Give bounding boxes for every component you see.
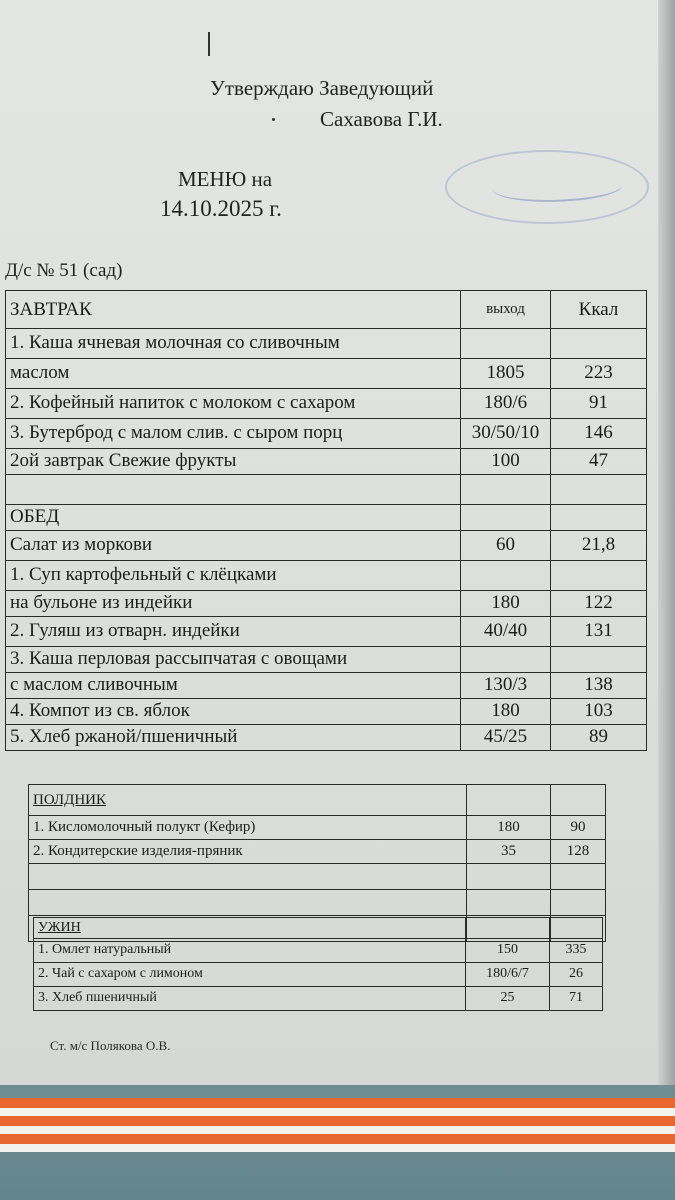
kcal-cell [551, 504, 646, 530]
output-cell [461, 672, 551, 698]
dish-cell [6, 504, 461, 530]
kcal-column-header: Ккал [578, 298, 619, 320]
output-cell [461, 418, 551, 448]
kcal-cell [551, 474, 646, 504]
nurse-signature: Ст. м/с Полякова О.В. [50, 1038, 171, 1053]
output-cell [466, 918, 550, 938]
kindergarten-label: Д/с № 51 (сад) [5, 260, 123, 281]
menu-item-row [6, 560, 646, 591]
output-cell [461, 590, 551, 616]
dish-cell [6, 328, 461, 358]
kcal-value: 89 [589, 726, 608, 747]
menu-item-row [6, 418, 646, 449]
dish-name: с маслом сливочным [10, 674, 178, 695]
sheet-edge [658, 0, 675, 1085]
dish-name: 3. Хлеб пшеничный [38, 990, 157, 1005]
output-value: 1805 [486, 362, 525, 383]
output-cell [461, 698, 551, 724]
dish-name: 2. Чай с сахаром с лимоном [38, 966, 203, 981]
output-value: 45/25 [483, 726, 528, 747]
section-header-row [29, 785, 605, 816]
menu-item-row [6, 358, 646, 389]
kcal-cell [551, 815, 605, 839]
menu-item-row [29, 839, 605, 864]
menu-item-row [6, 724, 646, 750]
menu-table-2 [33, 917, 603, 1011]
output-value: 180 [491, 592, 520, 613]
kcal-cell [551, 291, 646, 328]
output-value: 180 [497, 818, 520, 835]
output-cell [461, 291, 551, 328]
approval-line: Утверждаю Заведующий [210, 76, 434, 100]
dish-name: 2ой завтрак Свежие фрукты [10, 450, 237, 471]
orange-stripe [0, 1134, 675, 1144]
output-value: 40/40 [483, 620, 528, 641]
dish-name: 1. Суп картофельный с клёцками [10, 564, 277, 585]
dish-cell [6, 291, 461, 328]
output-cell [461, 448, 551, 474]
menu-item-row [34, 938, 602, 963]
output-value: 35 [501, 842, 516, 859]
output-cell [467, 839, 551, 863]
dish-name: маслом [10, 362, 70, 383]
output-cell [461, 474, 551, 504]
section-title: УЖИН [38, 920, 81, 935]
dish-cell [6, 388, 461, 418]
dish-cell [29, 815, 467, 839]
section-header-row [6, 504, 646, 531]
output-cell [461, 388, 551, 418]
dish-cell [6, 474, 461, 504]
kcal-cell [551, 560, 646, 590]
dish-cell [6, 698, 461, 724]
dish-cell [6, 616, 461, 646]
empty-row [6, 474, 646, 505]
section-title: ОБЕД [10, 506, 60, 527]
dish-name: на бульоне из индейки [10, 592, 193, 613]
output-cell [467, 785, 551, 815]
output-cell [461, 560, 551, 590]
output-cell [461, 504, 551, 530]
section-header-row [6, 291, 646, 329]
dish-cell [6, 448, 461, 474]
output-cell [461, 530, 551, 560]
output-value: 30/50/10 [471, 422, 540, 443]
menu-item-row [6, 530, 646, 561]
kcal-value: 138 [584, 674, 613, 695]
kcal-cell [551, 530, 646, 560]
menu-title: МЕНЮ на [178, 167, 273, 191]
kcal-value: 71 [569, 990, 583, 1005]
dish-name: 4. Компот из св. яблок [10, 700, 190, 721]
menu-item-row [6, 616, 646, 647]
output-cell [461, 616, 551, 646]
background-banner [0, 1085, 675, 1200]
dish-cell [6, 590, 461, 616]
kcal-value: 91 [589, 392, 608, 413]
output-value: 180 [491, 700, 520, 721]
dish-name: 2. Гуляш из отварн. индейки [10, 620, 240, 641]
dish-cell [6, 530, 461, 560]
empty-row [29, 863, 605, 890]
kcal-cell [551, 839, 605, 863]
dish-cell [34, 962, 466, 986]
output-cell [461, 328, 551, 358]
dish-name: 2. Кондитерские изделия-пряник [33, 842, 243, 859]
output-value: 130/3 [483, 674, 528, 695]
white-stripe [0, 1126, 675, 1134]
output-cell [466, 962, 550, 986]
kcal-cell [551, 698, 646, 724]
menu-item-row [6, 448, 646, 475]
output-cell [467, 863, 551, 889]
menu-item-row [6, 590, 646, 617]
kcal-cell [551, 590, 646, 616]
kcal-value: 47 [589, 450, 608, 471]
output-cell [461, 358, 551, 388]
dish-name: 1. Каша ячневая молочная со сливочным [10, 332, 340, 353]
empty-row [29, 889, 605, 916]
kcal-value: 122 [584, 592, 613, 613]
kcal-cell [551, 418, 646, 448]
kcal-value: 146 [584, 422, 613, 443]
output-cell [467, 815, 551, 839]
kcal-cell [551, 889, 605, 915]
section-title: ПОЛДНИК [33, 791, 106, 808]
dish-name: Салат из моркови [10, 534, 153, 555]
kcal-value: 335 [565, 942, 587, 957]
kcal-value: 223 [584, 362, 613, 383]
kcal-cell [551, 616, 646, 646]
dish-name: 1. Омлет натуральный [38, 942, 172, 957]
pen-mark [208, 32, 216, 56]
orange-stripe [0, 1098, 675, 1108]
dish-cell [29, 839, 467, 863]
menu-item-row [6, 698, 646, 725]
dish-cell [6, 724, 461, 750]
kcal-value: 90 [570, 818, 586, 835]
dish-cell [29, 785, 467, 815]
dish-cell [6, 560, 461, 590]
dish-name: 3. Бутерброд с малом слив. с сыром порц [10, 422, 343, 443]
kcal-cell [551, 388, 646, 418]
output-cell [461, 724, 551, 750]
menu-item-row [6, 388, 646, 419]
kcal-cell [551, 672, 646, 698]
kcal-value: 131 [584, 620, 613, 641]
output-cell [466, 938, 550, 962]
kcal-cell [551, 785, 605, 815]
dish-name: 3. Каша перловая рассыпчатая с овощами [10, 648, 348, 669]
output-column-header: выход [486, 301, 525, 317]
output-value: 180/6/7 [486, 966, 529, 981]
dish-cell [6, 672, 461, 698]
dish-cell [6, 358, 461, 388]
dish-cell [34, 918, 466, 938]
kcal-value: 21,8 [581, 534, 616, 555]
kcal-cell [551, 358, 646, 388]
output-value: 100 [491, 450, 520, 471]
menu-item-row [34, 962, 602, 987]
output-value: 180/6 [483, 392, 528, 413]
section-title: ЗАВТРАК [10, 298, 92, 320]
orange-stripe [0, 1116, 675, 1126]
output-cell [461, 646, 551, 672]
white-stripe [0, 1108, 675, 1116]
dish-cell [29, 863, 467, 889]
kcal-cell [550, 986, 602, 1010]
output-value: 150 [497, 942, 518, 957]
section-header-row [34, 918, 602, 939]
kcal-cell [551, 448, 646, 474]
menu-item-row [6, 646, 646, 673]
kcal-cell [550, 962, 602, 986]
dish-cell [6, 646, 461, 672]
kcal-value: 128 [566, 842, 590, 859]
kcal-cell [551, 646, 646, 672]
kcal-value: 103 [584, 700, 613, 721]
dish-name: 5. Хлеб ржаной/пшеничный [10, 726, 238, 747]
white-stripe [0, 1144, 675, 1152]
menu-item-row [29, 815, 605, 840]
menu-item-row [34, 986, 602, 1010]
approver-name: Сахавова Г.И. [320, 107, 443, 131]
kcal-cell [550, 938, 602, 962]
dish-cell [34, 986, 466, 1010]
kcal-cell [550, 918, 602, 938]
dish-cell [6, 418, 461, 448]
kcal-value: 26 [569, 966, 583, 981]
menu-item-row [6, 672, 646, 699]
dish-cell [34, 938, 466, 962]
dish-cell [29, 889, 467, 915]
dish-name: 2. Кофейный напиток с молоком с сахаром [10, 392, 356, 413]
kcal-cell [551, 724, 646, 750]
kcal-cell [551, 863, 605, 889]
output-cell [467, 889, 551, 915]
output-value: 25 [500, 990, 515, 1005]
menu-table-0 [5, 290, 647, 751]
menu-item-row [6, 328, 646, 359]
menu-date: 14.10.2025 г. [160, 196, 282, 221]
output-cell [466, 986, 550, 1010]
kcal-cell [551, 328, 646, 358]
ink-dot [272, 118, 275, 121]
dish-name: 1. Кисломолочный полукт (Кефир) [33, 818, 256, 835]
output-value: 60 [496, 534, 515, 555]
